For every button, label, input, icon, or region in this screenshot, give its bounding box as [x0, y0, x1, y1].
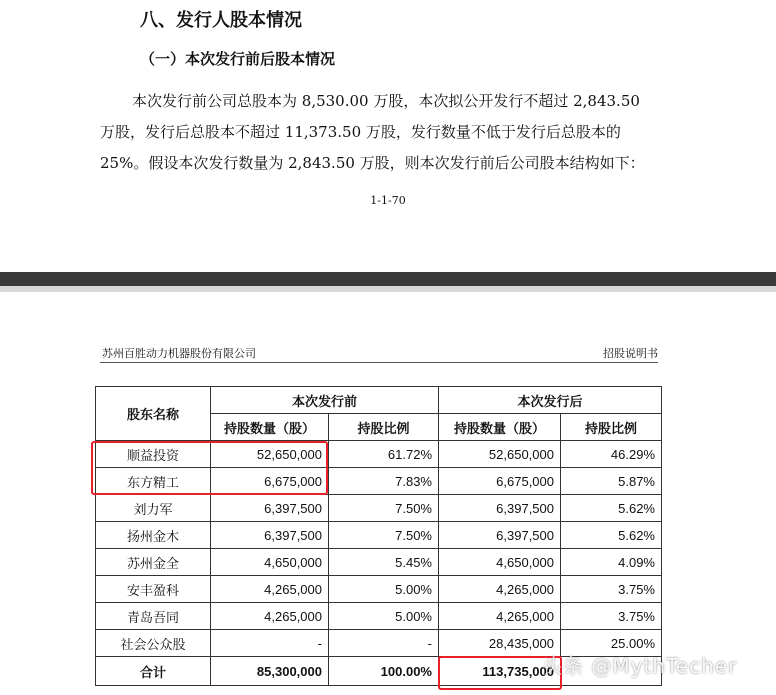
before-shares: - [211, 630, 329, 657]
after-ratio: 3.75% [561, 603, 662, 630]
shareholding-table [95, 386, 662, 686]
before-shares: 52,650,000 [211, 441, 329, 468]
after-ratio: 25.00% [561, 630, 662, 657]
subsection-title: （一）本次发行前后股本情况 [140, 50, 336, 68]
after-ratio: 3.75% [561, 576, 662, 603]
shareholder-name: 苏州金全 [96, 549, 211, 576]
table-header-row [96, 387, 662, 414]
shareholder-name: 扬州金木 [96, 522, 211, 549]
page-number: 1-1-70 [370, 194, 406, 207]
after-ratio: 46.29% [561, 441, 662, 468]
page-separator [0, 272, 776, 286]
header-after-shares: 持股数量（股） [439, 414, 561, 441]
before-ratio: 7.50% [329, 522, 439, 549]
after-shares: 6,397,500 [439, 495, 561, 522]
after-ratio: 5.87% [561, 468, 662, 495]
company-header: 苏州百胜动力机器股份有限公司 [102, 347, 256, 360]
after-shares: 28,435,000 [439, 630, 561, 657]
before-ratio: 7.83% [329, 468, 439, 495]
watermark: 头条 @MythTecher [542, 654, 738, 678]
after-shares: 6,397,500 [439, 522, 561, 549]
header-before-shares: 持股数量（股） [211, 414, 329, 441]
before-shares: 6,675,000 [211, 468, 329, 495]
shareholder-name: 社会公众股 [96, 630, 211, 657]
header-rule [100, 362, 658, 363]
after-ratio: 4.09% [561, 549, 662, 576]
total-before-ratio: 100.00% [329, 657, 439, 686]
shareholder-name: 安丰盈科 [96, 576, 211, 603]
after-ratio: 5.62% [561, 495, 662, 522]
table-row [96, 495, 662, 522]
before-shares: 6,397,500 [211, 522, 329, 549]
after-shares: 4,265,000 [439, 603, 561, 630]
table-row [96, 576, 662, 603]
after-shares: 4,265,000 [439, 576, 561, 603]
shareholder-name: 顺益投资 [96, 441, 211, 468]
total-label: 合计 [96, 657, 211, 686]
total-before-shares: 85,300,000 [211, 657, 329, 686]
paragraph-line: 本次发行前公司总股本为 8,530.00 万股，本次拟公开发行不超过 2,843.50 [132, 92, 640, 110]
before-ratio: 7.50% [329, 495, 439, 522]
shareholder-name: 东方精工 [96, 468, 211, 495]
before-shares: 6,397,500 [211, 495, 329, 522]
after-shares: 4,650,000 [439, 549, 561, 576]
shareholder-name: 青岛吾同 [96, 603, 211, 630]
header-after-group: 本次发行后 [439, 387, 662, 414]
table-row [96, 522, 662, 549]
before-ratio: 61.72% [329, 441, 439, 468]
table-row [96, 603, 662, 630]
before-shares: 4,265,000 [211, 603, 329, 630]
after-shares: 52,650,000 [439, 441, 561, 468]
page-upper [0, 0, 776, 272]
paragraph-line: 25%。假设本次发行数量为 2,843.50 万股，则本次发行前后公司股本结构如下： [100, 154, 645, 172]
before-ratio: 5.00% [329, 603, 439, 630]
document-type: 招股说明书 [603, 347, 658, 360]
before-ratio: 5.45% [329, 549, 439, 576]
table-row [96, 549, 662, 576]
body-paragraph [100, 86, 660, 179]
header-before-group: 本次发行前 [211, 387, 439, 414]
after-ratio: 5.62% [561, 522, 662, 549]
section-title: 八、发行人股本情况 [140, 10, 302, 31]
paragraph-line: 万股，发行后总股本不超过 11,373.50 万股，发行数量不低于发行后总股本的 [100, 123, 621, 141]
page-separator-shadow [0, 286, 776, 292]
shareholder-name: 刘力军 [96, 495, 211, 522]
before-ratio: 5.00% [329, 576, 439, 603]
header-shareholder: 股东名称 [96, 387, 211, 441]
before-shares: 4,265,000 [211, 576, 329, 603]
after-shares: 6,675,000 [439, 468, 561, 495]
header-after-ratio: 持股比例 [561, 414, 662, 441]
header-before-ratio: 持股比例 [329, 414, 439, 441]
before-shares: 4,650,000 [211, 549, 329, 576]
before-ratio: - [329, 630, 439, 657]
total-after-shares: 113,735,000 [439, 657, 561, 686]
highlight-box-top-holders [91, 441, 328, 495]
